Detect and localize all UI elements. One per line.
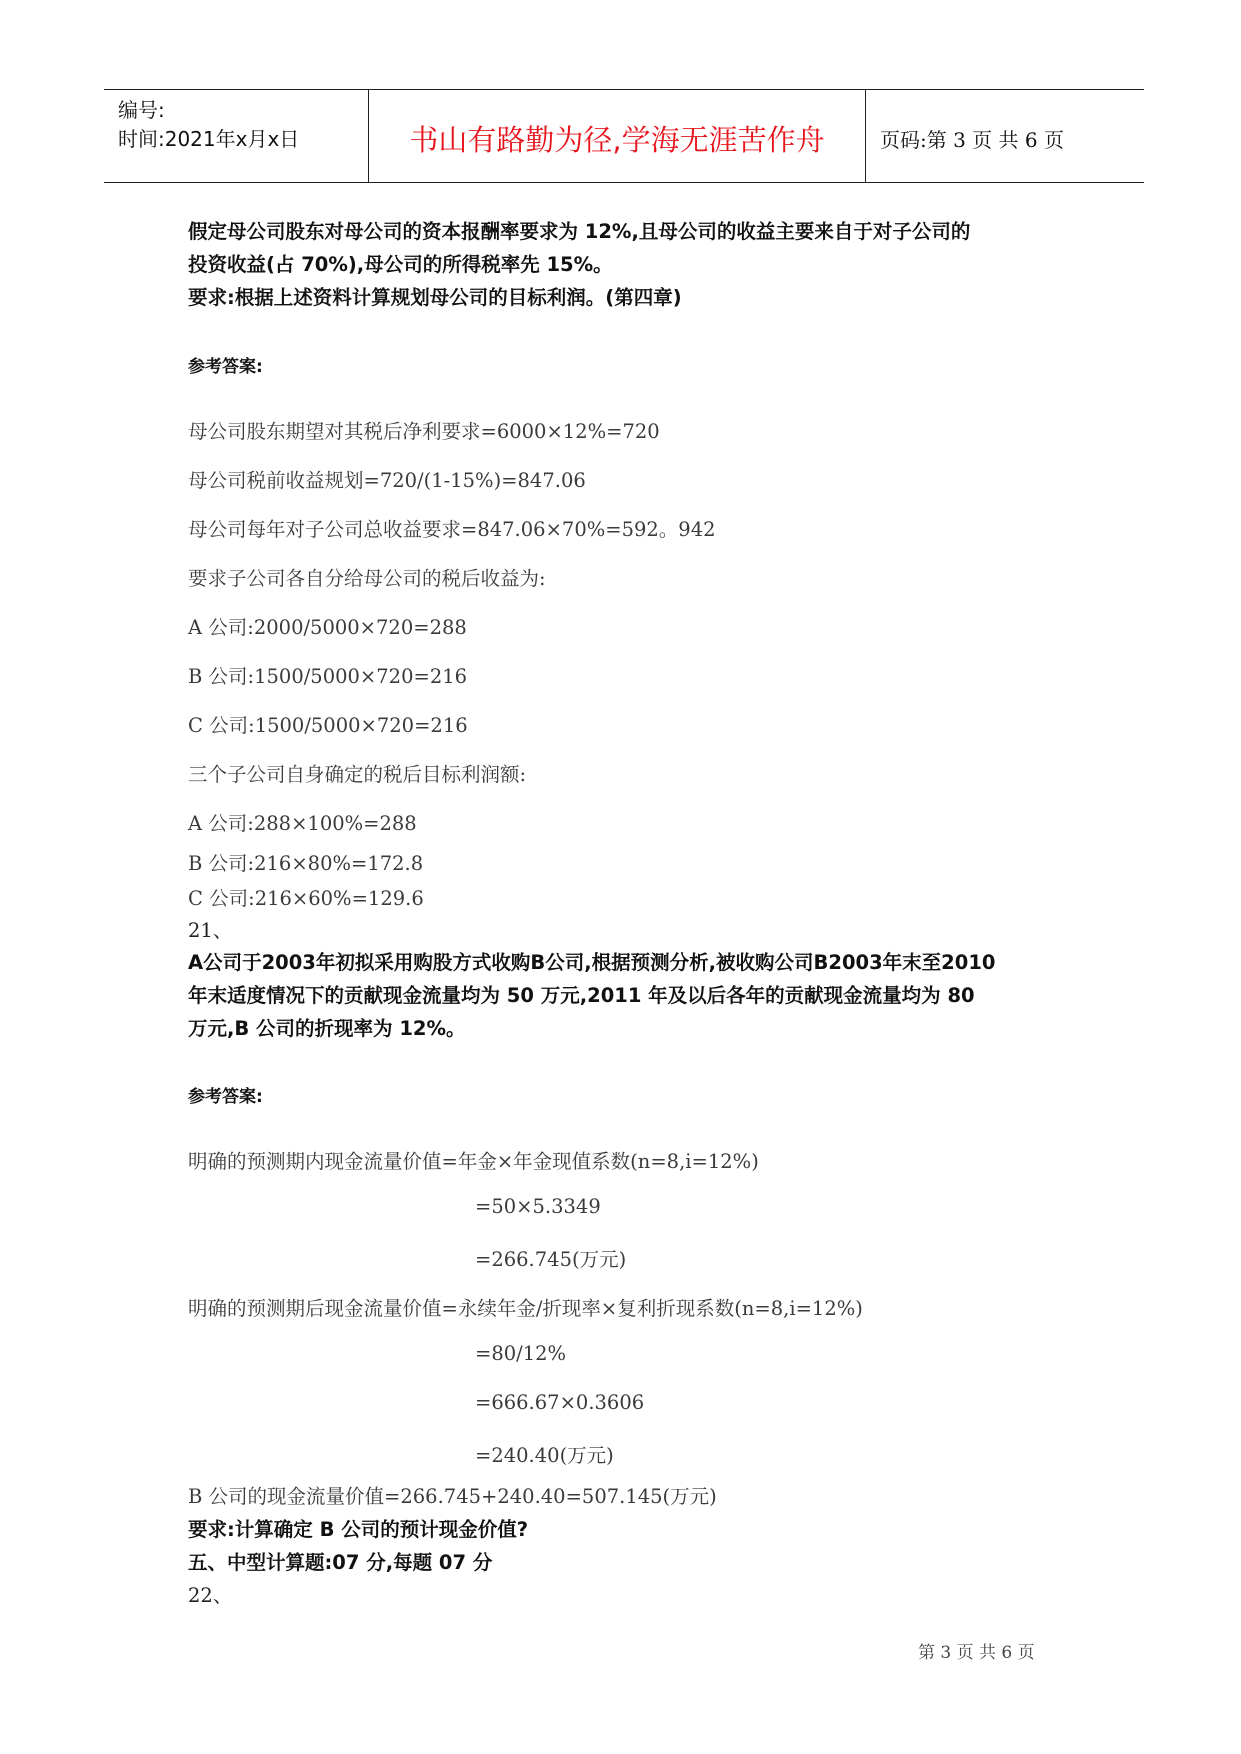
section-heading: 五、中型计算题:07 分,每题 07 分: [188, 1551, 493, 1574]
answer-line: 明确的预测期后现金流量价值=永续年金/折现率×复利折现系数(n=8,i=12%): [188, 1297, 863, 1320]
answer-line: =266.745(万元): [475, 1248, 627, 1271]
answer-line: 母公司股东期望对其税后净利要求=6000×12%=720: [188, 420, 660, 443]
question-21-line-2: 年末适度情况下的贡献现金流量均为 50 万元,2011 年及以后各年的贡献现金流量均为 80: [188, 984, 975, 1007]
answer-line: 要求子公司各自分给母公司的税后收益为:: [188, 567, 546, 590]
answer-line: B 公司的现金流量价值=266.745+240.40=507.145(万元): [188, 1485, 717, 1508]
question-20-requirement: 要求:根据上述资料计算规划母公司的目标利润。(第四章): [188, 286, 682, 309]
answer-line: =666.67×0.3606: [475, 1391, 645, 1414]
header-right-cell: [866, 90, 1144, 182]
answer-label: 参考答案:: [188, 1087, 263, 1107]
header-left-cell: [104, 90, 369, 182]
answer-line: C 公司:1500/5000×720=216: [188, 714, 468, 737]
header-table: [104, 89, 1144, 183]
answer-line: A 公司:2000/5000×720=288: [188, 616, 467, 639]
answer-line: B 公司:1500/5000×720=216: [188, 665, 468, 688]
answer-line: 母公司税前收益规划=720/(1-15%)=847.06: [188, 469, 586, 492]
question-21-requirement: 要求:计算确定 B 公司的预计现金价值?: [188, 1518, 529, 1541]
question-20-line-1: 假定母公司股东对母公司的资本报酬率要求为 12%,且母公司的收益主要来自于对子公司的: [188, 220, 971, 243]
question-22-number: 22、: [188, 1584, 233, 1607]
question-21-line-3: 万元,B 公司的折现率为 12%。: [188, 1017, 466, 1040]
question-21-line-1: A公司于2003年初拟采用购股方式收购B公司,根据预测分析,被收购公司B2003年末至2010: [188, 951, 996, 974]
document-time-label: 时间:2021年x月x日: [118, 127, 300, 151]
answer-line: A 公司:288×100%=288: [188, 812, 417, 835]
answer-line: =50×5.3349: [475, 1195, 601, 1218]
header-page-label: 页码:第 3 页 共 6 页: [880, 128, 1064, 152]
document-number-label: 编号:: [118, 98, 165, 122]
footer-page-number: 第 3 页 共 6 页: [918, 1643, 1035, 1663]
question-21-number: 21、: [188, 919, 233, 942]
answer-line: =240.40(万元): [475, 1444, 614, 1467]
answer-line: =80/12%: [475, 1342, 567, 1365]
answer-line: 三个子公司自身确定的税后目标利润额:: [188, 763, 527, 786]
answer-line: C 公司:216×60%=129.6: [188, 887, 424, 910]
answer-line: B 公司:216×80%=172.8: [188, 852, 424, 875]
header-motto: 书山有路勤为径,学海无涯苦作舟: [409, 123, 825, 157]
question-20-line-2: 投资收益(占 70%),母公司的所得税率先 15%。: [188, 253, 613, 276]
answer-line: 明确的预测期内现金流量价值=年金×年金现值系数(n=8,i=12%): [188, 1150, 759, 1173]
answer-line: 母公司每年对子公司总收益要求=847.06×70%=592。942: [188, 518, 716, 541]
answer-label: 参考答案:: [188, 357, 263, 377]
header-center-cell: [369, 90, 866, 182]
